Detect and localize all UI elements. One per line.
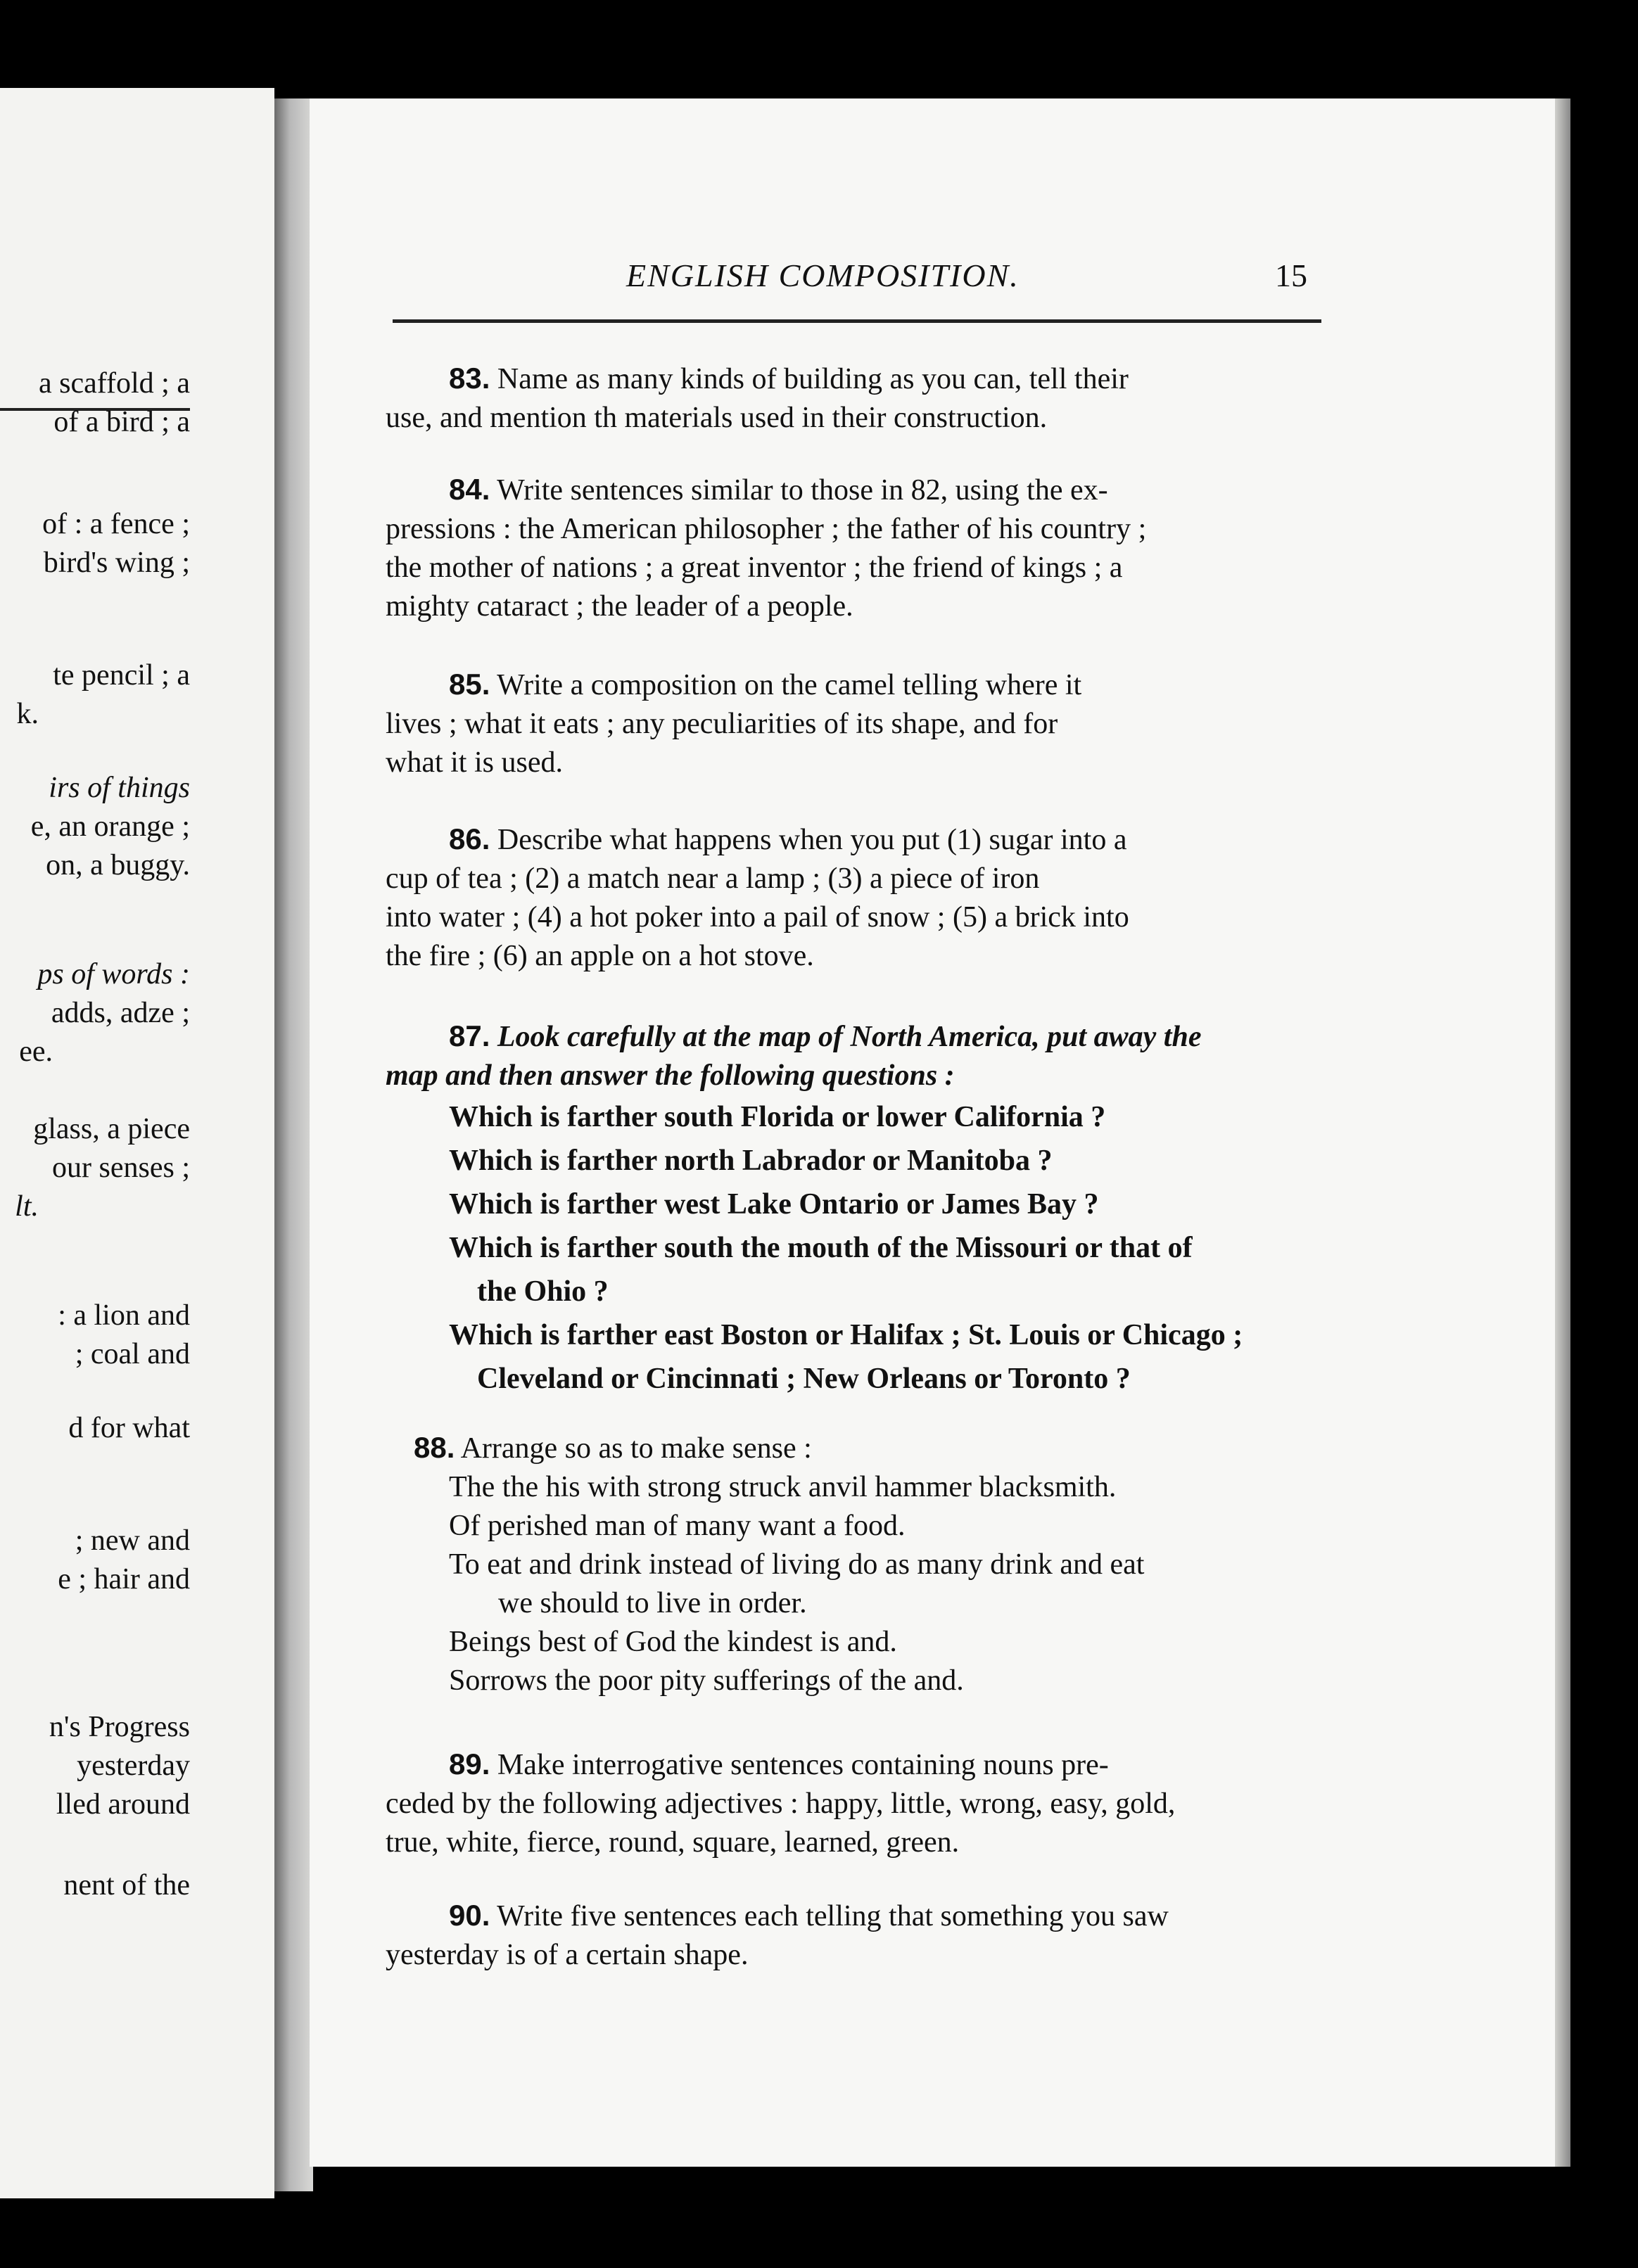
left-fragment-line: ; new and: [75, 1524, 190, 1557]
exercise-line: [386, 470, 1328, 510]
exercise-line: mighty cataract ; the leader of a people.: [386, 590, 853, 623]
exercise-line: [386, 359, 1328, 399]
exercise-line: pressions : the American philosopher ; the father of his country ;: [386, 513, 1147, 545]
exercise-text: Write sentences similar to those in 82, using the ex-: [497, 474, 1108, 507]
left-fragment-line: te pencil ; a: [53, 659, 190, 692]
left-fragment-line: irs of things: [49, 772, 190, 804]
left-fragment-line: ee.: [19, 1036, 53, 1068]
exercise-line: cup of tea ; (2) a match near a lamp ; (3) a piece of iron: [386, 862, 1040, 895]
left-fragment-line: on, a buggy.: [46, 849, 190, 881]
exercise-line: use, and mention th materials used in their construction.: [386, 402, 1048, 434]
left-page-fragment: [0, 88, 274, 2198]
exercise-line: lives ; what it eats ; any peculiarities of its shape, and for: [386, 708, 1058, 740]
question-line: Which is farther south Florida or lower California ?: [449, 1101, 1106, 1133]
exercise-text: Describe what happens when you put (1) sugar into a: [497, 824, 1127, 856]
left-fragment-line: of : a fence ;: [42, 508, 190, 540]
left-fragment-line: ps of words :: [37, 958, 190, 990]
left-fragment-line: : a lion and: [58, 1299, 190, 1332]
exercise-text: Make interrogative sentences containing nouns pre-: [497, 1749, 1109, 1781]
left-fragment-line: our senses ;: [52, 1152, 190, 1184]
right-page: [310, 98, 1555, 2167]
exercise-text: Write five sentences each telling that something you saw: [497, 1900, 1169, 1932]
left-fragment-line: d for what: [68, 1412, 190, 1444]
exercise-number: 86.: [449, 822, 490, 855]
exercise-line: map and then answer the following questions :: [386, 1059, 955, 1092]
exercise-number: 85.: [449, 668, 490, 701]
sentence-line: To eat and drink instead of living do as many drink and eat: [449, 1548, 1145, 1581]
exercise-number: 84.: [449, 473, 490, 506]
exercise-line: [386, 1017, 1328, 1057]
question-line: the Ohio ?: [477, 1275, 609, 1308]
left-fragment-line: yesterday: [77, 1750, 190, 1782]
question-line: Which is farther north Labrador or Manitoba ?: [449, 1145, 1053, 1177]
exercise-number: 90.: [449, 1899, 490, 1932]
sentence-line: Beings best of God the kindest is and.: [449, 1626, 897, 1658]
left-fragment-line: adds, adze ;: [51, 997, 190, 1029]
left-fragment-line: lt.: [15, 1190, 39, 1223]
exercise-number: 87.: [449, 1019, 490, 1052]
page-edge: [1555, 98, 1570, 2167]
question-line: Cleveland or Cincinnati ; New Orleans or Toronto ?: [477, 1363, 1131, 1395]
exercise-88: [386, 1428, 1328, 1700]
question-line: Which is farther south the mouth of the Missouri or that of: [449, 1232, 1193, 1264]
exercise-text: Look carefully at the map of North America, put away the: [497, 1021, 1202, 1053]
exercise-line: into water ; (4) a hot poker into a pail of snow ; (5) a brick into: [386, 901, 1129, 934]
left-fragment-line: ; coal and: [75, 1338, 190, 1370]
exercise-line: [386, 1745, 1328, 1785]
exercise-line: true, white, fierce, round, square, learned, green.: [386, 1826, 960, 1859]
book-gutter: [274, 98, 313, 2191]
exercise-text: Name as many kinds of building as you can, tell their: [497, 363, 1129, 395]
exercise-line: [386, 1428, 1328, 1468]
header-rule: [393, 319, 1321, 323]
left-fragment-line: nent of the: [63, 1869, 190, 1901]
exercise-83: [386, 359, 1328, 438]
exercise-line: yesterday is of a certain shape.: [386, 1939, 749, 1971]
exercise-line: [386, 1896, 1328, 1936]
exercise-number: 83.: [449, 362, 490, 395]
question-line: Which is farther west Lake Ontario or James Bay ?: [449, 1188, 1099, 1221]
exercise-line: ceded by the following adjectives : happy, little, wrong, easy, gold,: [386, 1788, 1176, 1820]
exercise-number: 88.: [414, 1431, 455, 1464]
exercise-89: [386, 1745, 1328, 1862]
sentence-line: Sorrows the poor pity sufferings of the and.: [449, 1664, 964, 1697]
exercise-84: [386, 470, 1328, 626]
exercise-text: Arrange so as to make sense :: [460, 1432, 812, 1465]
page-number: 15: [1275, 257, 1307, 293]
sentence-line: Of perished man of many want a food.: [449, 1510, 906, 1542]
left-fragment-line: k.: [16, 698, 39, 730]
sentence-line: we should to live in order.: [498, 1587, 807, 1619]
exercise-85: [386, 665, 1328, 782]
exercise-87: [386, 1017, 1328, 1401]
left-fragment-line: bird's wing ;: [43, 547, 190, 579]
left-fragment-line: e, an orange ;: [30, 810, 190, 843]
exercise-line: what it is used.: [386, 746, 563, 779]
exercise-number: 89.: [449, 1747, 490, 1780]
left-fragment-line: glass, a piece: [33, 1113, 190, 1145]
left-fragment-line: e ; hair and: [58, 1563, 190, 1595]
exercise-line: the fire ; (6) an apple on a hot stove.: [386, 940, 814, 972]
exercise-86: [386, 820, 1328, 976]
exercise-line: the mother of nations ; a great inventor ; the friend of kings ; a: [386, 552, 1123, 584]
exercise-line: [386, 665, 1328, 705]
left-fragment-line: lled around: [56, 1788, 190, 1821]
question-line: Which is farther east Boston or Halifax ; St. Louis or Chicago ;: [449, 1319, 1243, 1351]
exercise-text: Write a composition on the camel telling where it: [497, 669, 1082, 701]
sentence-line: The the his with strong struck anvil hammer blacksmith.: [449, 1471, 1117, 1503]
left-fragment-line: a scaffold ; a: [39, 367, 190, 400]
left-fragment-line: n's Progress: [49, 1711, 190, 1743]
exercise-90: [386, 1896, 1328, 1975]
running-head: ENGLISH COMPOSITION.: [626, 257, 1020, 293]
left-fragment-line: of a bird ; a: [53, 406, 190, 438]
exercise-line: [386, 820, 1328, 860]
